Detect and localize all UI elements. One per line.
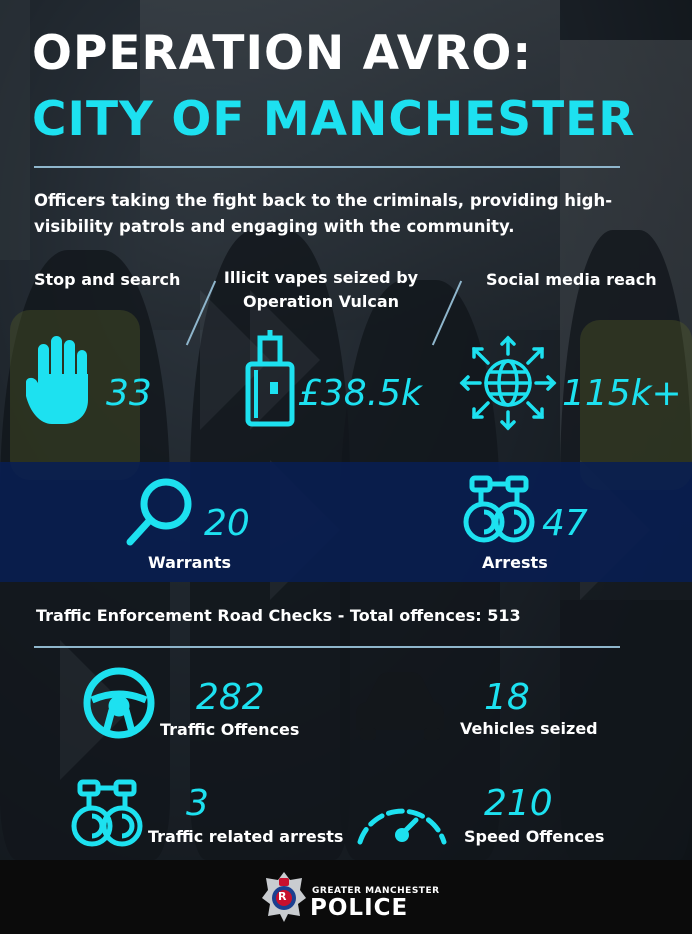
title-line-1: OPERATION AVRO: <box>32 26 533 81</box>
stop-search-value: 33 <box>106 373 152 414</box>
speed-offences-label: Speed Offences <box>464 827 605 846</box>
org-name-big: POLICE <box>310 895 409 921</box>
vape-icon <box>244 330 296 428</box>
traffic-arrests-value: 3 <box>186 783 209 824</box>
social-media-label: Social media reach <box>486 270 657 289</box>
key-stats-band <box>0 462 692 582</box>
title-divider <box>34 166 620 168</box>
title-line-2: CITY OF MANCHESTER <box>32 92 636 147</box>
speedometer-icon <box>352 788 452 848</box>
arrests-value: 47 <box>542 503 588 544</box>
traffic-divider <box>34 646 620 648</box>
traffic-heading: Traffic Enforcement Road Checks - Total offences: 513 <box>36 606 521 625</box>
badge-letter: R <box>278 890 287 903</box>
social-media-value: 115k+ <box>562 373 682 414</box>
arrests-label: Arrests <box>482 553 548 572</box>
traffic-offences-value: 282 <box>196 677 265 718</box>
traffic-arrests-label: Traffic related arrests <box>148 827 344 846</box>
hand-icon <box>22 334 104 426</box>
vapes-label: Illicit vapes seized by Operation Vulcan <box>223 268 419 311</box>
handcuffs-icon <box>462 474 538 550</box>
intro-text: Officers taking the fight back to the criminals, providing high-visibility patrols and engaging with the community. <box>34 191 613 236</box>
stop-search-label: Stop and search <box>34 270 181 289</box>
vapes-value: £38.5k <box>298 373 422 414</box>
car-icon <box>352 672 448 742</box>
speed-offences-value: 210 <box>484 783 553 824</box>
handcuffs-icon <box>70 778 146 854</box>
warrants-label: Warrants <box>148 553 232 572</box>
warrants-value: 20 <box>204 503 250 544</box>
vehicles-seized-label: Vehicles seized <box>460 719 598 738</box>
vehicles-seized-value: 18 <box>484 677 530 718</box>
globe-icon <box>458 336 558 430</box>
traffic-offences-label: Traffic Offences <box>160 720 300 739</box>
magnifier-icon <box>124 476 196 548</box>
org-name-small: GREATER MANCHESTER <box>312 886 440 896</box>
steering-wheel-icon <box>82 666 156 740</box>
